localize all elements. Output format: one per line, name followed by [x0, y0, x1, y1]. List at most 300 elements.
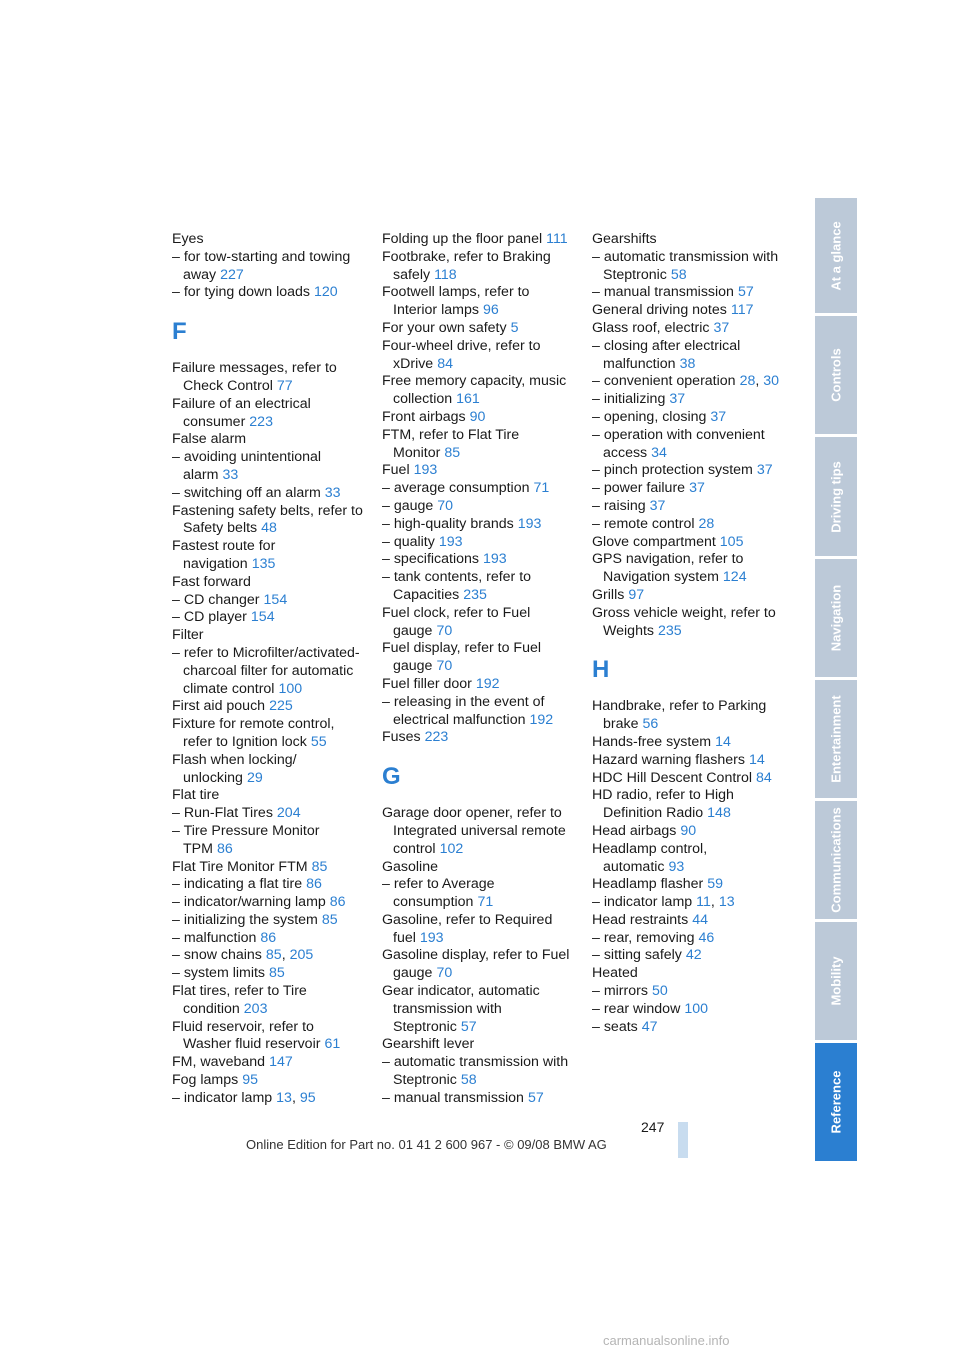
- page-reference-link[interactable]: 42: [685, 947, 702, 964]
- page-reference-link[interactable]: 58: [460, 1072, 477, 1089]
- page-reference-link[interactable]: 71: [533, 480, 550, 497]
- chapter-tab[interactable]: [815, 1043, 857, 1161]
- index-entry: [172, 930, 372, 948]
- page-reference-link[interactable]: 235: [463, 586, 487, 603]
- chapter-tab[interactable]: [815, 801, 857, 919]
- index-entry-text: Gearshift lever: [382, 1036, 475, 1053]
- index-entry: [592, 498, 792, 516]
- index-entry-text: – tank contents, refer to: [382, 569, 532, 586]
- page-reference-link[interactable]: 95: [242, 1072, 259, 1089]
- index-entry-text: Fastest route for: [172, 538, 276, 555]
- chapter-sidebar: [815, 198, 857, 1161]
- index-entry-text: First aid pouch: [172, 698, 266, 715]
- page-reference-link[interactable]: 193: [413, 462, 438, 479]
- index-entry: – indicator lamp 11, 13: [592, 894, 735, 911]
- index-entry: [592, 1001, 792, 1019]
- index-entry: [592, 859, 792, 877]
- page-reference-link[interactable]: 118: [434, 266, 457, 283]
- page-reference-link[interactable]: 124: [722, 569, 747, 586]
- page-reference-link[interactable]: 37: [669, 391, 686, 408]
- chapter-tab-label: Controls: [828, 348, 844, 402]
- page-reference-link[interactable]: 95: [299, 1089, 316, 1106]
- page-reference-link[interactable]: 161: [456, 391, 480, 408]
- index-entry: [172, 912, 372, 930]
- chapter-tab-label: Mobility: [828, 956, 844, 1006]
- page-reference-link[interactable]: 90: [469, 408, 486, 425]
- page-reference-link[interactable]: 14: [715, 733, 731, 750]
- index-entry: [592, 1019, 792, 1037]
- page-reference-link[interactable]: 100: [278, 680, 303, 697]
- index-entry: [592, 698, 792, 716]
- index-entry: [382, 1001, 582, 1019]
- index-entry: [382, 302, 582, 320]
- index-entry-text: – rear, removing: [592, 929, 695, 946]
- index-entry-text: Footwell lamps, refer to: [382, 284, 530, 301]
- index-entry: [172, 823, 372, 841]
- page-reference-link[interactable]: 70: [436, 622, 453, 639]
- footer-text: Online Edition for Part no. 01 41 2 600 967 - © 09/08 BMW AG: [246, 1137, 607, 1152]
- page-reference-link[interactable]: 86: [306, 876, 322, 893]
- index-entry-text: – operation with convenient: [592, 426, 765, 443]
- index-entry: [172, 1072, 372, 1090]
- chapter-tab[interactable]: [815, 198, 857, 313]
- page-reference-link[interactable]: 223: [424, 729, 449, 746]
- index-entry-text: unlocking: [183, 769, 243, 786]
- index-entry: [172, 894, 372, 912]
- page-reference-link[interactable]: 102: [439, 840, 464, 857]
- index-column-2: [382, 231, 582, 1108]
- page-reference-link[interactable]: 13: [276, 1089, 292, 1106]
- index-entry: [382, 338, 582, 356]
- index-entry-text: Flash when locking/: [172, 751, 297, 768]
- index-entry-text: Garage door opener, refer to: [382, 805, 562, 822]
- page-reference-link[interactable]: 70: [437, 497, 454, 514]
- index-entry: [382, 658, 582, 676]
- page-reference-link[interactable]: 58: [670, 266, 687, 283]
- page-reference-link[interactable]: 225: [269, 698, 293, 715]
- page-reference-link[interactable]: 33: [222, 466, 239, 483]
- index-entry: [592, 267, 792, 285]
- page-reference-link[interactable]: 70: [436, 965, 453, 982]
- index-entry: [172, 965, 372, 983]
- index-entry: [382, 462, 582, 480]
- page-reference-link[interactable]: 154: [263, 591, 288, 608]
- page-reference-link[interactable]: 96: [482, 302, 499, 319]
- index-entry: [382, 694, 582, 712]
- page-reference-link[interactable]: 46: [698, 929, 715, 946]
- page-reference-link[interactable]: 28: [698, 515, 715, 532]
- index-entry-text: – for tow-starting and towing: [172, 248, 351, 265]
- page-reference-link[interactable]: 57: [527, 1089, 544, 1106]
- index-entry-text: – initializing: [592, 391, 666, 408]
- index-entry: [592, 356, 792, 374]
- page-reference-link[interactable]: 85: [444, 444, 461, 461]
- index-entry-text: – manual transmission: [382, 1089, 524, 1106]
- index-entry-text: Safety belts: [183, 520, 258, 537]
- page-reference-link[interactable]: 86: [329, 894, 346, 911]
- index-entry: [592, 320, 792, 338]
- index-entry-text: Grills: [592, 586, 625, 603]
- page-reference-link[interactable]: 147: [269, 1054, 293, 1071]
- index-entry-text: safely: [393, 266, 431, 283]
- index-entry: [592, 534, 792, 552]
- index-entry: – snow chains 85, 205: [172, 947, 314, 964]
- index-entry: – indicator lamp 13, 95: [172, 1089, 316, 1106]
- page-reference-link[interactable]: 97: [628, 586, 645, 603]
- index-entry: [172, 1001, 372, 1019]
- index-entry: [382, 284, 582, 302]
- index-entry-text: Integrated universal remote: [393, 822, 566, 839]
- page-reference-link[interactable]: 193: [419, 929, 444, 946]
- page-reference-link[interactable]: 193: [483, 551, 507, 568]
- index-entry: [172, 734, 372, 752]
- index-entry: [172, 698, 372, 716]
- index-entry-text: gauge: [393, 965, 433, 982]
- index-entry-text: brake: [603, 716, 639, 733]
- index-entry: [382, 480, 582, 498]
- page-reference-link[interactable]: 84: [756, 769, 772, 786]
- index-entry-text: automatic: [603, 858, 665, 875]
- page-reference-link[interactable]: 111: [546, 231, 568, 247]
- page-reference-link[interactable]: 154: [250, 609, 275, 626]
- index-entry-text: Failure of an electrical: [172, 395, 311, 412]
- index-entry-text: Fuses: [382, 729, 421, 746]
- index-entry-text: – sitting safely: [592, 947, 682, 964]
- page-reference-link[interactable]: 11: [696, 894, 711, 911]
- chapter-tab[interactable]: [815, 922, 857, 1040]
- page-reference-link[interactable]: 85: [311, 858, 328, 875]
- index-entry-text: Gross vehicle weight, refer to: [592, 604, 776, 621]
- page-reference-link[interactable]: 37: [689, 480, 705, 497]
- index-entry-text: Glass roof, electric: [592, 319, 710, 336]
- index-entry: [382, 1036, 582, 1054]
- index-entry-text: Flat tire: [172, 787, 220, 804]
- index-entry-text: Fast forward: [172, 573, 251, 590]
- index-entry: [592, 787, 792, 805]
- page-reference-link[interactable]: 28: [739, 373, 756, 390]
- index-entry: [592, 284, 792, 302]
- index-letter-heading: F: [172, 318, 187, 346]
- index-entry-text: Monitor: [393, 444, 441, 461]
- index-entry-text: refer to Ignition lock: [183, 733, 307, 750]
- page-reference-link[interactable]: 85: [265, 947, 282, 964]
- index-entry-text: Gasoline display, refer to Fuel: [382, 947, 570, 964]
- index-entry: [382, 859, 582, 877]
- index-entry: [172, 431, 372, 449]
- index-entry: [172, 663, 372, 681]
- index-entry-text: GPS navigation, refer to: [592, 551, 744, 568]
- index-entry: [382, 587, 582, 605]
- page-reference-link[interactable]: 77: [276, 377, 293, 394]
- index-entry-text: electrical malfunction: [393, 711, 526, 728]
- index-entry: [382, 894, 582, 912]
- index-entry-text: Failure messages, refer to: [172, 360, 337, 377]
- index-entry: [382, 823, 582, 841]
- index-entry-text: Front airbags: [382, 408, 466, 425]
- page-reference-link[interactable]: 100: [684, 1000, 708, 1017]
- page-reference-link[interactable]: 223: [249, 413, 273, 430]
- page-reference-link[interactable]: 30: [763, 373, 780, 390]
- page-reference-link[interactable]: 14: [748, 751, 765, 768]
- index-entry: [382, 729, 582, 747]
- index-entry: [382, 569, 582, 587]
- index-entry: [172, 574, 372, 592]
- chapter-tab[interactable]: [815, 437, 857, 556]
- index-entry: [172, 267, 372, 285]
- index-entry-text: gauge: [393, 622, 433, 639]
- index-entry-text: Fixture for remote control,: [172, 716, 335, 733]
- chapter-tab-label: Driving tips: [828, 460, 844, 533]
- index-entry-text: – opening, closing: [592, 408, 707, 425]
- index-entry: [382, 356, 582, 374]
- index-entry-text: – remote control: [592, 515, 695, 532]
- page-reference-link[interactable]: 235: [658, 622, 682, 639]
- index-entry-text: control: [393, 840, 436, 857]
- index-entry-text: charcoal filter for automatic: [183, 662, 354, 679]
- index-entry-text: – CD changer: [172, 591, 260, 608]
- page-reference-link[interactable]: 56: [642, 716, 659, 733]
- page-reference-link[interactable]: 85: [269, 965, 285, 982]
- index-entry-text: FM, waveband: [172, 1054, 266, 1071]
- index-entry: [172, 449, 372, 467]
- index-entry: [172, 520, 372, 538]
- index-entry: [172, 284, 372, 302]
- index-column-3: [592, 231, 792, 1036]
- page-reference-link[interactable]: 193: [438, 533, 463, 550]
- index-entry-text: Headlamp control,: [592, 840, 708, 857]
- page-reference-link[interactable]: 34: [651, 444, 667, 461]
- index-entry: [382, 409, 582, 427]
- index-entry: [592, 605, 792, 623]
- index-entry: [592, 427, 792, 445]
- index-entry-text: Hazard warning flashers: [592, 751, 745, 768]
- index-entry: [382, 1054, 582, 1072]
- page-reference-link[interactable]: 13: [718, 894, 735, 911]
- index-entry-text: gauge: [393, 658, 433, 675]
- index-entry-text: – system limits: [172, 965, 266, 982]
- index-entry-text: Flat tires, refer to Tire: [172, 983, 307, 1000]
- page-reference-link[interactable]: 48: [261, 520, 277, 537]
- index-entry: [172, 752, 372, 770]
- index-entry-text: Headlamp flasher: [592, 876, 704, 893]
- page-reference-link[interactable]: 203: [243, 1000, 268, 1017]
- index-entry: [592, 841, 792, 859]
- index-entry: [382, 445, 582, 463]
- index-entry: [592, 302, 792, 320]
- page-reference-link[interactable]: 93: [668, 858, 685, 875]
- index-entry: [172, 805, 372, 823]
- index-entry-text: Check Control: [183, 377, 273, 394]
- page-reference-link[interactable]: 193: [517, 515, 542, 532]
- page-reference-link[interactable]: 70: [436, 658, 453, 675]
- page-reference-link[interactable]: 37: [710, 408, 727, 425]
- index-entry-text: xDrive: [393, 355, 434, 372]
- index-entry: [592, 231, 792, 249]
- index-entry: [172, 859, 372, 877]
- index-entry-text: access: [603, 444, 648, 461]
- index-entry: [592, 445, 792, 463]
- index-entry-text: – high-quality brands: [382, 515, 514, 532]
- index-entry: [172, 396, 372, 414]
- index-entry-text: – automatic transmission with: [382, 1054, 569, 1071]
- index-entry: [592, 770, 792, 788]
- index-entry-text: Glove compartment: [592, 533, 716, 550]
- page-reference-link[interactable]: 38: [679, 355, 696, 372]
- index-entry-text: – snow chains: [172, 947, 262, 964]
- page-reference-link[interactable]: 50: [651, 983, 668, 1000]
- page-reference-link[interactable]: 44: [692, 911, 708, 928]
- index-entry-text: – CD player: [172, 609, 247, 626]
- page-reference-link[interactable]: 71: [477, 894, 494, 911]
- index-entry: [382, 267, 582, 285]
- index-entry: [592, 338, 792, 356]
- index-entry: [592, 983, 792, 1001]
- chapter-tab[interactable]: [815, 680, 857, 798]
- page-reference-link[interactable]: 148: [707, 805, 731, 822]
- index-entry: [592, 805, 792, 823]
- index-entry-text: – power failure: [592, 480, 686, 497]
- index-entry: [592, 587, 792, 605]
- index-entry-text: Gearshifts: [592, 231, 657, 247]
- index-entry-text: Free memory capacity, music: [382, 373, 567, 390]
- page-reference-link[interactable]: 29: [246, 769, 263, 786]
- index-entry: [592, 823, 792, 841]
- index-entry: [382, 1072, 582, 1090]
- index-entry: – convenient operation 28, 30: [592, 373, 780, 390]
- index-entry: [172, 503, 372, 521]
- page-reference-link[interactable]: 86: [216, 840, 233, 857]
- index-entry: [382, 1019, 582, 1037]
- index-entry: [382, 623, 582, 641]
- index-entry-text: Fluid reservoir, refer to: [172, 1018, 314, 1035]
- index-entry-text: Gear indicator, automatic: [382, 983, 540, 1000]
- index-entry: [592, 551, 792, 569]
- index-entry-text: Heated: [592, 965, 638, 982]
- page-reference-link[interactable]: 205: [289, 947, 314, 964]
- index-entry-text: collection: [393, 391, 453, 408]
- page-reference-link[interactable]: 33: [324, 484, 341, 501]
- index-entry: [382, 983, 582, 1001]
- page-reference-link[interactable]: 105: [719, 533, 744, 550]
- index-entry-text: – mirrors: [592, 983, 648, 1000]
- index-entry-text: Hands-free system: [592, 733, 712, 750]
- index-entry-text: – malfunction: [172, 929, 257, 946]
- index-entry-text: navigation: [183, 555, 248, 572]
- index-entry-text: – for tying down loads: [172, 284, 311, 301]
- index-entry: [172, 681, 372, 699]
- page-reference-link[interactable]: 90: [680, 822, 697, 839]
- index-entry: [382, 498, 582, 516]
- index-entry-text: Fuel: [382, 462, 410, 479]
- index-entry-text: – closing after electrical: [592, 337, 741, 354]
- index-entry: [172, 592, 372, 610]
- index-entry-text: Steptronic: [603, 266, 667, 283]
- index-entry: [172, 485, 372, 503]
- chapter-tab[interactable]: [815, 559, 857, 677]
- index-entry: [172, 1054, 372, 1072]
- index-entry: [592, 930, 792, 948]
- index-entry-text: malfunction: [603, 355, 676, 372]
- index-entry-text: HD radio, refer to High: [592, 787, 734, 804]
- page-reference-link[interactable]: 227: [220, 266, 244, 283]
- index-entry-text: Flat Tire Monitor FTM: [172, 858, 308, 875]
- index-entry-text: alarm: [183, 466, 219, 483]
- page-reference-link[interactable]: 120: [314, 284, 338, 301]
- index-entry-text: climate control: [183, 680, 275, 697]
- index-entry-text: Folding up the floor panel: [382, 231, 543, 247]
- page-reference-link[interactable]: 117: [730, 302, 754, 319]
- page-reference-link[interactable]: 5: [510, 319, 519, 336]
- index-entry-text: TPM: [183, 840, 213, 857]
- page-reference-link[interactable]: 37: [649, 497, 666, 514]
- page-reference-link[interactable]: 37: [713, 319, 730, 336]
- page-reference-link[interactable]: 192: [475, 675, 500, 692]
- index-entry: [382, 534, 582, 552]
- page-reference-link[interactable]: 135: [251, 555, 276, 572]
- index-entry-text: HDC Hill Descent Control: [592, 769, 753, 786]
- index-entry: [592, 734, 792, 752]
- index-entry: [382, 965, 582, 983]
- index-letter-heading: H: [592, 656, 610, 684]
- index-entry-text: – indicating a flat tire: [172, 876, 303, 893]
- index-entry: [172, 467, 372, 485]
- index-entry-text: Gasoline, refer to Required: [382, 911, 553, 928]
- index-entry-text: Fog lamps: [172, 1072, 239, 1089]
- index-entry-text: – releasing in the event of: [382, 693, 545, 710]
- page-reference-link[interactable]: 57: [460, 1018, 477, 1035]
- index-entry-text: fuel: [393, 929, 416, 946]
- index-entry: [382, 712, 582, 730]
- index-entry: [382, 1090, 582, 1108]
- index-entry-text: – automatic transmission with: [592, 248, 779, 265]
- page-reference-link[interactable]: 204: [276, 805, 301, 822]
- index-entry-text: – quality: [382, 533, 435, 550]
- page-reference-link[interactable]: 85: [321, 911, 338, 928]
- page-reference-link[interactable]: 86: [260, 929, 277, 946]
- index-entry-text: Weights: [603, 622, 654, 639]
- index-entry-text: Fuel display, refer to Fuel: [382, 640, 542, 657]
- page-reference-link[interactable]: 47: [641, 1018, 658, 1035]
- page-reference-link[interactable]: 57: [737, 284, 754, 301]
- index-entry-text: away: [183, 266, 217, 283]
- index-entry-text: Fastening safety belts, refer to: [172, 502, 363, 519]
- page-marker: [678, 1122, 688, 1158]
- index-entry-text: For your own safety: [382, 319, 507, 336]
- index-entry-text: Head airbags: [592, 822, 677, 839]
- chapter-tab[interactable]: [815, 316, 857, 434]
- page-reference-link[interactable]: 192: [529, 711, 554, 728]
- index-entry: [172, 360, 372, 378]
- index-entry-text: consumption: [393, 894, 474, 911]
- page-reference-link[interactable]: 84: [437, 355, 453, 372]
- index-entry: [172, 414, 372, 432]
- page-reference-link[interactable]: 59: [707, 876, 723, 893]
- index-entry-text: – average consumption: [382, 480, 530, 497]
- index-entry: [172, 983, 372, 1001]
- watermark: carmanualsonline.info: [603, 1333, 730, 1348]
- page-reference-link[interactable]: 55: [310, 733, 327, 750]
- index-entry: [172, 538, 372, 556]
- index-entry: [382, 391, 582, 409]
- index-entry: [382, 427, 582, 445]
- page-reference-link[interactable]: 37: [756, 462, 773, 479]
- index-entry: [172, 627, 372, 645]
- page-reference-link[interactable]: 61: [324, 1036, 341, 1053]
- index-entry: [172, 841, 372, 859]
- index-entry-text: Gasoline: [382, 858, 438, 875]
- index-entry: [172, 249, 372, 267]
- index-entry-text: Fuel filler door: [382, 675, 472, 692]
